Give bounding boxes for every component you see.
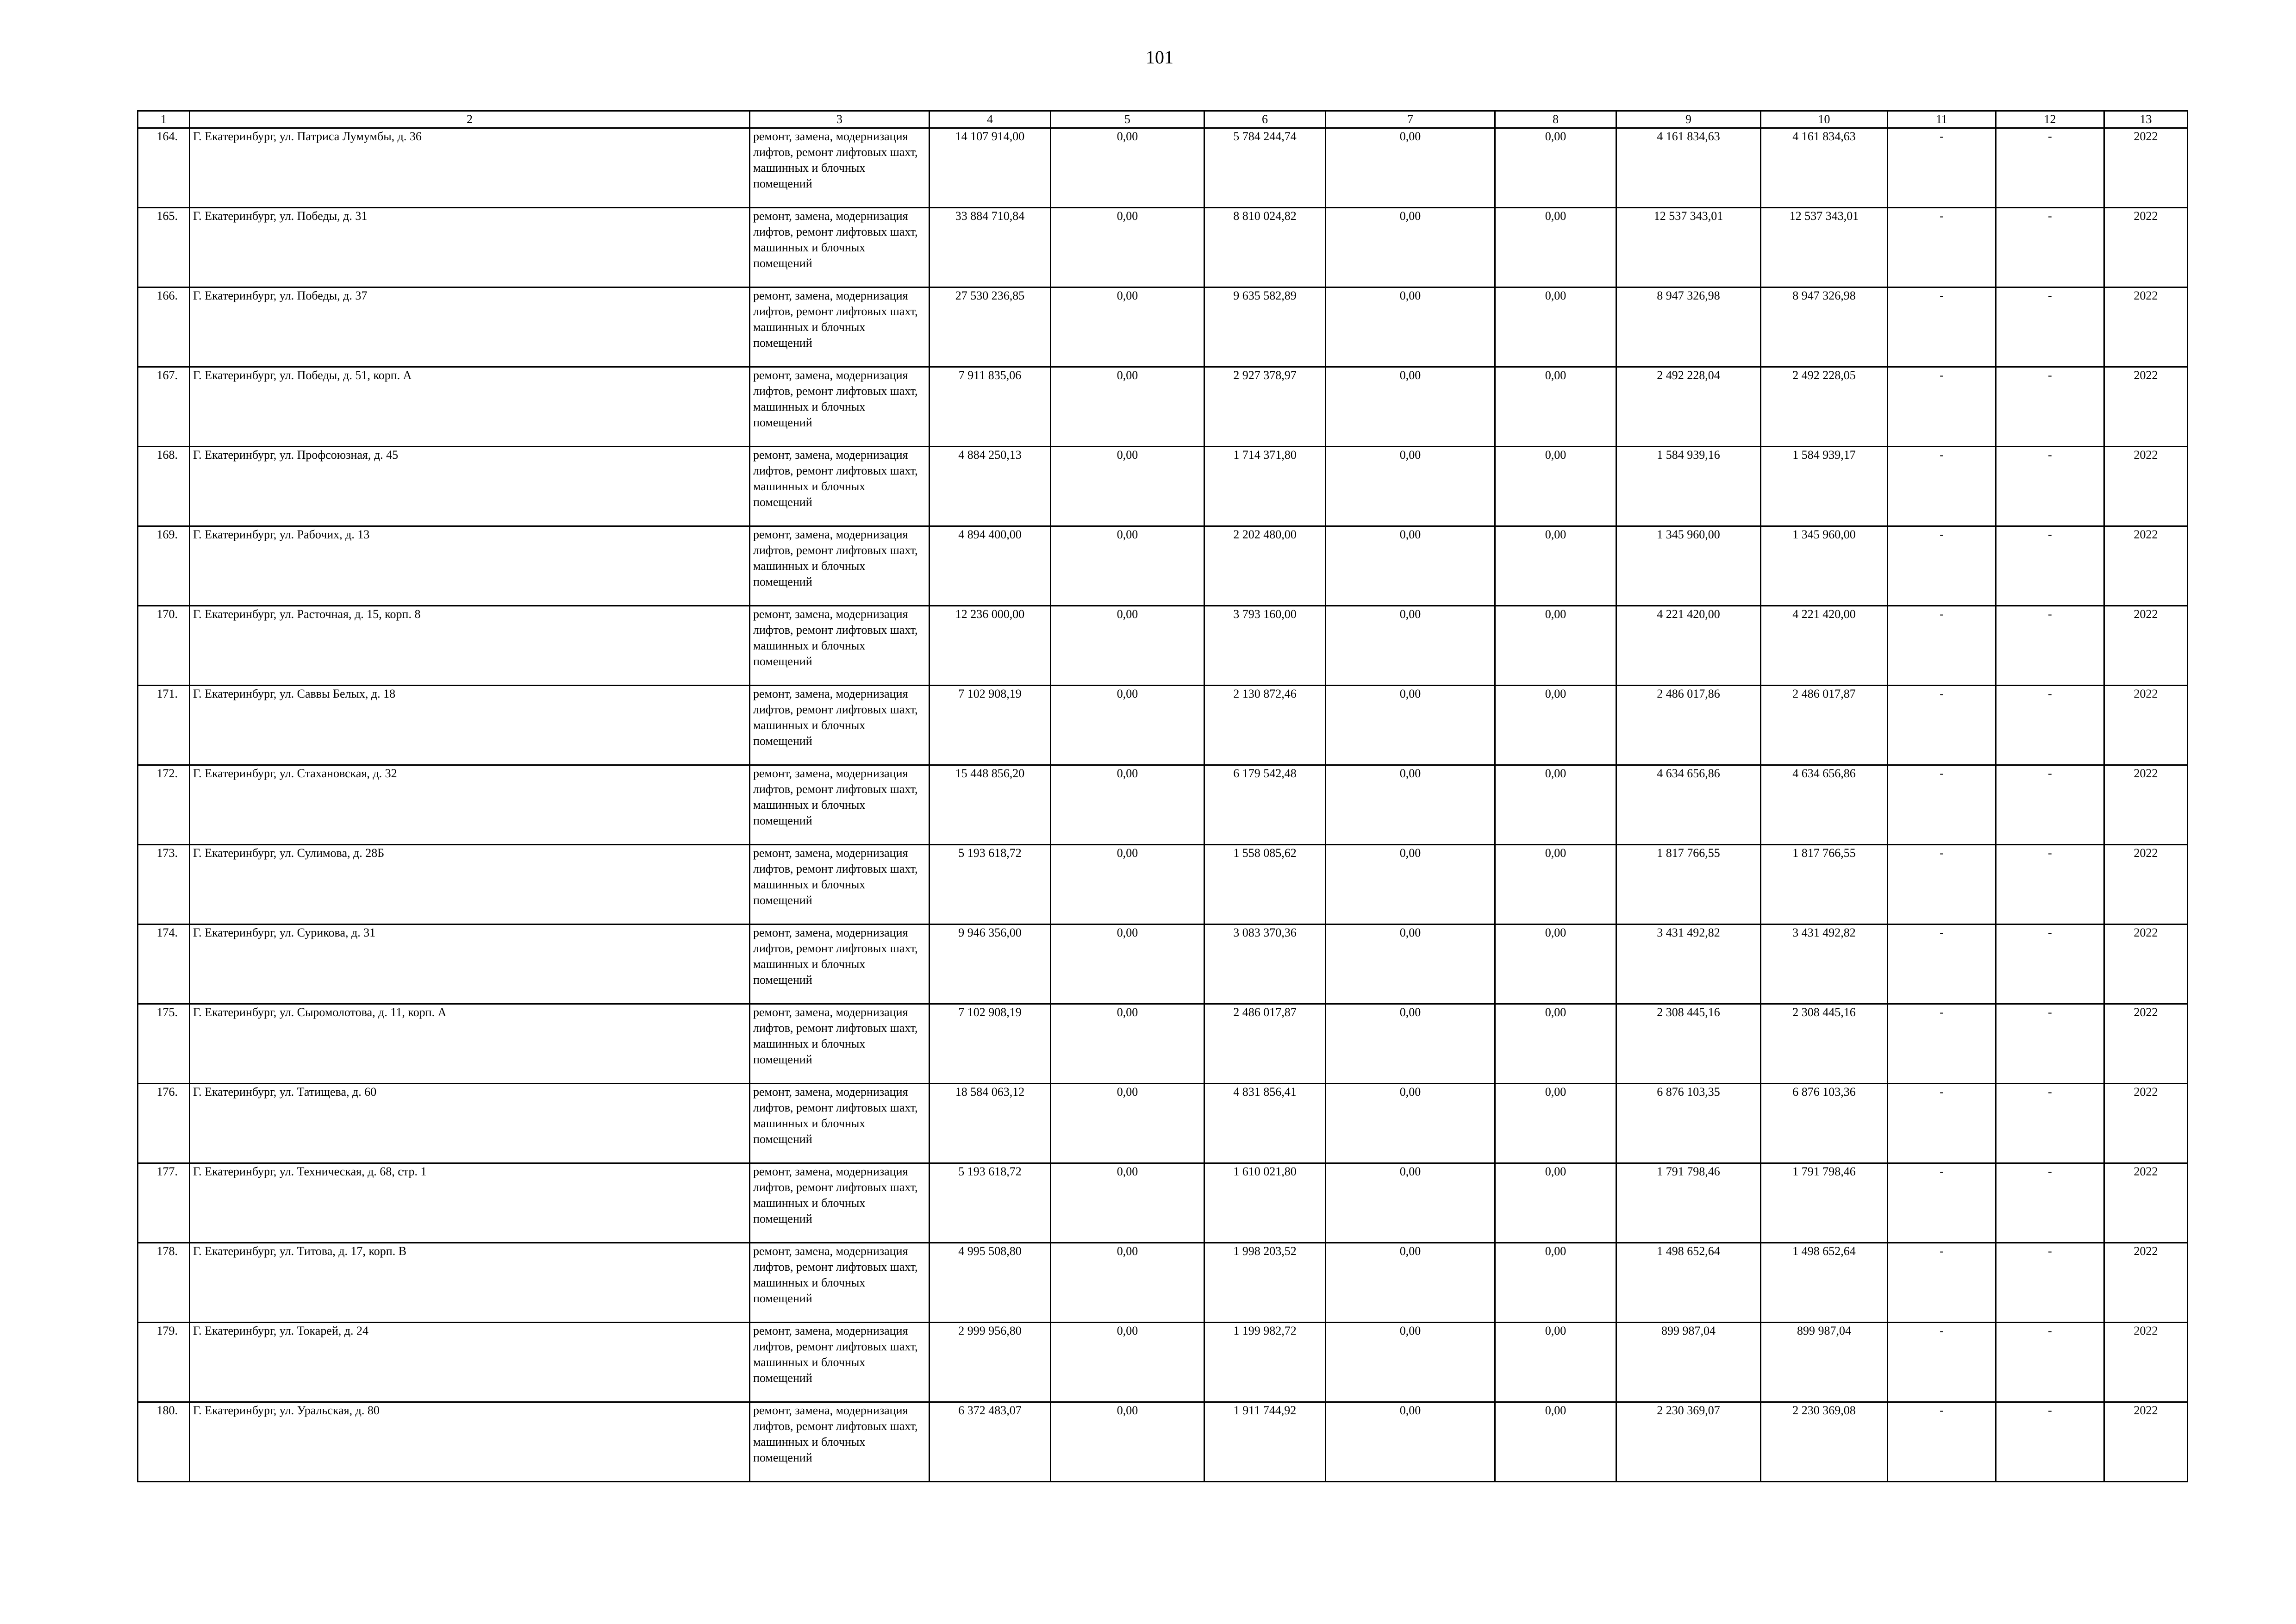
row-number-cell: 175. xyxy=(138,1004,190,1084)
column-9-cell: 899 987,04 xyxy=(1616,1323,1761,1402)
column-9-cell: 1 791 798,46 xyxy=(1616,1163,1761,1243)
column-10-cell: 1 817 766,55 xyxy=(1761,845,1888,924)
page-number: 101 xyxy=(1146,47,1173,68)
year-cell: 2022 xyxy=(2104,1323,2188,1402)
column-number-header: 7 xyxy=(1326,111,1495,128)
column-12-cell: - xyxy=(1996,526,2104,606)
address-cell: Г. Екатеринбург, ул. Уральская, д. 80 xyxy=(190,1402,750,1482)
address-cell: Г. Екатеринбург, ул. Сулимова, д. 28Б xyxy=(190,845,750,924)
column-6-cell: 5 784 244,74 xyxy=(1204,128,1326,208)
address-cell: Г. Екатеринбург, ул. Патриса Лумумбы, д. 36 xyxy=(190,128,750,208)
column-6-cell: 2 130 872,46 xyxy=(1204,686,1326,765)
column-5-cell: 0,00 xyxy=(1051,208,1204,287)
table-row xyxy=(138,208,2188,287)
column-8-cell: 0,00 xyxy=(1495,128,1616,208)
total-cost-cell: 14 107 914,00 xyxy=(930,128,1051,208)
column-11-cell: - xyxy=(1888,1163,1996,1243)
column-number-header: 13 xyxy=(2104,111,2188,128)
total-cost-cell: 7 911 835,06 xyxy=(930,367,1051,447)
column-6-cell: 1 610 021,80 xyxy=(1204,1163,1326,1243)
column-10-cell: 1 791 798,46 xyxy=(1761,1163,1888,1243)
total-cost-cell: 7 102 908,19 xyxy=(930,1004,1051,1084)
column-8-cell: 0,00 xyxy=(1495,1084,1616,1163)
column-12-cell: - xyxy=(1996,287,2104,367)
column-8-cell: 0,00 xyxy=(1495,606,1616,686)
total-cost-cell: 4 894 400,00 xyxy=(930,526,1051,606)
address-cell: Г. Екатеринбург, ул. Победы, д. 31 xyxy=(190,208,750,287)
total-cost-cell: 4 995 508,80 xyxy=(930,1243,1051,1323)
work-type-cell: ремонт, замена, модернизация лифтов, ремонт лифтовых шахт, машинных и блочных помещений xyxy=(750,686,930,765)
column-6-cell: 2 202 480,00 xyxy=(1204,526,1326,606)
total-cost-cell: 12 236 000,00 xyxy=(930,606,1051,686)
column-5-cell: 0,00 xyxy=(1051,686,1204,765)
column-5-cell: 0,00 xyxy=(1051,287,1204,367)
column-12-cell: - xyxy=(1996,606,2104,686)
row-number-cell: 177. xyxy=(138,1163,190,1243)
column-7-cell: 0,00 xyxy=(1326,765,1495,845)
column-number-header: 6 xyxy=(1204,111,1326,128)
column-9-cell: 6 876 103,35 xyxy=(1616,1084,1761,1163)
address-cell: Г. Екатеринбург, ул. Победы, д. 51, корп. А xyxy=(190,367,750,447)
total-cost-cell: 2 999 956,80 xyxy=(930,1323,1051,1402)
column-12-cell: - xyxy=(1996,686,2104,765)
row-number-cell: 170. xyxy=(138,606,190,686)
column-10-cell: 6 876 103,36 xyxy=(1761,1084,1888,1163)
column-6-cell: 1 558 085,62 xyxy=(1204,845,1326,924)
column-11-cell: - xyxy=(1888,1004,1996,1084)
total-cost-cell: 9 946 356,00 xyxy=(930,924,1051,1004)
column-6-cell: 1 714 371,80 xyxy=(1204,447,1326,526)
column-7-cell: 0,00 xyxy=(1326,128,1495,208)
column-8-cell: 0,00 xyxy=(1495,367,1616,447)
work-type-cell: ремонт, замена, модернизация лифтов, ремонт лифтовых шахт, машинных и блочных помещений xyxy=(750,526,930,606)
year-cell: 2022 xyxy=(2104,1243,2188,1323)
column-12-cell: - xyxy=(1996,367,2104,447)
table-row xyxy=(138,606,2188,686)
column-9-cell: 1 584 939,16 xyxy=(1616,447,1761,526)
column-9-cell: 2 308 445,16 xyxy=(1616,1004,1761,1084)
row-number-cell: 178. xyxy=(138,1243,190,1323)
column-12-cell: - xyxy=(1996,208,2104,287)
row-number-cell: 172. xyxy=(138,765,190,845)
column-6-cell: 6 179 542,48 xyxy=(1204,765,1326,845)
column-8-cell: 0,00 xyxy=(1495,765,1616,845)
column-11-cell: - xyxy=(1888,1323,1996,1402)
table-row xyxy=(138,287,2188,367)
table-row xyxy=(138,526,2188,606)
column-5-cell: 0,00 xyxy=(1051,924,1204,1004)
year-cell: 2022 xyxy=(2104,606,2188,686)
address-cell: Г. Екатеринбург, ул. Токарей, д. 24 xyxy=(190,1323,750,1402)
column-6-cell: 3 793 160,00 xyxy=(1204,606,1326,686)
column-5-cell: 0,00 xyxy=(1051,1243,1204,1323)
column-10-cell: 2 486 017,87 xyxy=(1761,686,1888,765)
total-cost-cell: 15 448 856,20 xyxy=(930,765,1051,845)
work-type-cell: ремонт, замена, модернизация лифтов, ремонт лифтовых шахт, машинных и блочных помещений xyxy=(750,845,930,924)
column-11-cell: - xyxy=(1888,128,1996,208)
column-7-cell: 0,00 xyxy=(1326,845,1495,924)
column-5-cell: 0,00 xyxy=(1051,1004,1204,1084)
column-11-cell: - xyxy=(1888,526,1996,606)
table-row xyxy=(138,924,2188,1004)
row-number-cell: 173. xyxy=(138,845,190,924)
total-cost-cell: 18 584 063,12 xyxy=(930,1084,1051,1163)
column-number-header: 10 xyxy=(1761,111,1888,128)
work-type-cell: ремонт, замена, модернизация лифтов, ремонт лифтовых шахт, машинных и блочных помещений xyxy=(750,606,930,686)
column-10-cell: 8 947 326,98 xyxy=(1761,287,1888,367)
column-8-cell: 0,00 xyxy=(1495,1402,1616,1482)
row-number-cell: 165. xyxy=(138,208,190,287)
work-type-cell: ремонт, замена, модернизация лифтов, ремонт лифтовых шахт, машинных и блочных помещений xyxy=(750,447,930,526)
work-type-cell: ремонт, замена, модернизация лифтов, ремонт лифтовых шахт, машинных и блочных помещений xyxy=(750,287,930,367)
column-7-cell: 0,00 xyxy=(1326,367,1495,447)
column-6-cell: 2 927 378,97 xyxy=(1204,367,1326,447)
column-12-cell: - xyxy=(1996,845,2104,924)
year-cell: 2022 xyxy=(2104,1084,2188,1163)
year-cell: 2022 xyxy=(2104,367,2188,447)
column-10-cell: 2 492 228,05 xyxy=(1761,367,1888,447)
column-9-cell: 1 345 960,00 xyxy=(1616,526,1761,606)
column-10-cell: 899 987,04 xyxy=(1761,1323,1888,1402)
column-7-cell: 0,00 xyxy=(1326,447,1495,526)
column-10-cell: 12 537 343,01 xyxy=(1761,208,1888,287)
column-6-cell: 8 810 024,82 xyxy=(1204,208,1326,287)
column-11-cell: - xyxy=(1888,845,1996,924)
column-6-cell: 9 635 582,89 xyxy=(1204,287,1326,367)
column-number-header: 3 xyxy=(750,111,930,128)
work-type-cell: ремонт, замена, модернизация лифтов, ремонт лифтовых шахт, машинных и блочных помещений xyxy=(750,765,930,845)
column-9-cell: 2 486 017,86 xyxy=(1616,686,1761,765)
column-10-cell: 2 230 369,08 xyxy=(1761,1402,1888,1482)
column-12-cell: - xyxy=(1996,1243,2104,1323)
work-type-cell: ремонт, замена, модернизация лифтов, ремонт лифтовых шахт, машинных и блочных помещений xyxy=(750,1243,930,1323)
column-11-cell: - xyxy=(1888,765,1996,845)
table-body xyxy=(138,128,2188,1482)
column-7-cell: 0,00 xyxy=(1326,1243,1495,1323)
total-cost-cell: 33 884 710,84 xyxy=(930,208,1051,287)
column-9-cell: 4 161 834,63 xyxy=(1616,128,1761,208)
column-7-cell: 0,00 xyxy=(1326,208,1495,287)
address-cell: Г. Екатеринбург, ул. Стахановская, д. 32 xyxy=(190,765,750,845)
row-number-cell: 176. xyxy=(138,1084,190,1163)
column-5-cell: 0,00 xyxy=(1051,128,1204,208)
table-row xyxy=(138,447,2188,526)
column-number-header: 11 xyxy=(1888,111,1996,128)
column-8-cell: 0,00 xyxy=(1495,208,1616,287)
column-10-cell: 1 498 652,64 xyxy=(1761,1243,1888,1323)
column-11-cell: - xyxy=(1888,686,1996,765)
column-number-header: 5 xyxy=(1051,111,1204,128)
column-5-cell: 0,00 xyxy=(1051,845,1204,924)
column-5-cell: 0,00 xyxy=(1051,1084,1204,1163)
work-type-cell: ремонт, замена, модернизация лифтов, ремонт лифтовых шахт, машинных и блочных помещений xyxy=(750,1163,930,1243)
column-5-cell: 0,00 xyxy=(1051,447,1204,526)
table-row xyxy=(138,128,2188,208)
capital-repair-table xyxy=(137,110,2188,1482)
column-number-header: 12 xyxy=(1996,111,2104,128)
year-cell: 2022 xyxy=(2104,1402,2188,1482)
address-cell: Г. Екатеринбург, ул. Техническая, д. 68, стр. 1 xyxy=(190,1163,750,1243)
work-type-cell: ремонт, замена, модернизация лифтов, ремонт лифтовых шахт, машинных и блочных помещений xyxy=(750,924,930,1004)
column-12-cell: - xyxy=(1996,447,2104,526)
column-11-cell: - xyxy=(1888,447,1996,526)
table-row xyxy=(138,1323,2188,1402)
address-cell: Г. Екатеринбург, ул. Профсоюзная, д. 45 xyxy=(190,447,750,526)
column-10-cell: 4 634 656,86 xyxy=(1761,765,1888,845)
column-7-cell: 0,00 xyxy=(1326,1163,1495,1243)
column-6-cell: 3 083 370,36 xyxy=(1204,924,1326,1004)
total-cost-cell: 6 372 483,07 xyxy=(930,1402,1051,1482)
column-12-cell: - xyxy=(1996,1323,2104,1402)
column-9-cell: 1 817 766,55 xyxy=(1616,845,1761,924)
column-7-cell: 0,00 xyxy=(1326,1004,1495,1084)
table-row xyxy=(138,845,2188,924)
year-cell: 2022 xyxy=(2104,765,2188,845)
table-row xyxy=(138,1243,2188,1323)
work-type-cell: ремонт, замена, модернизация лифтов, ремонт лифтовых шахт, машинных и блочных помещений xyxy=(750,208,930,287)
table-row xyxy=(138,1163,2188,1243)
year-cell: 2022 xyxy=(2104,526,2188,606)
column-11-cell: - xyxy=(1888,606,1996,686)
column-5-cell: 0,00 xyxy=(1051,606,1204,686)
table-row xyxy=(138,367,2188,447)
column-8-cell: 0,00 xyxy=(1495,526,1616,606)
column-12-cell: - xyxy=(1996,1004,2104,1084)
column-8-cell: 0,00 xyxy=(1495,1243,1616,1323)
column-7-cell: 0,00 xyxy=(1326,686,1495,765)
column-8-cell: 0,00 xyxy=(1495,1323,1616,1402)
address-cell: Г. Екатеринбург, ул. Победы, д. 37 xyxy=(190,287,750,367)
column-9-cell: 8 947 326,98 xyxy=(1616,287,1761,367)
column-11-cell: - xyxy=(1888,1084,1996,1163)
column-8-cell: 0,00 xyxy=(1495,924,1616,1004)
total-cost-cell: 27 530 236,85 xyxy=(930,287,1051,367)
column-8-cell: 0,00 xyxy=(1495,1004,1616,1084)
column-12-cell: - xyxy=(1996,1163,2104,1243)
column-12-cell: - xyxy=(1996,765,2104,845)
work-type-cell: ремонт, замена, модернизация лифтов, ремонт лифтовых шахт, машинных и блочных помещений xyxy=(750,1004,930,1084)
address-cell: Г. Екатеринбург, ул. Рабочих, д. 13 xyxy=(190,526,750,606)
address-cell: Г. Екатеринбург, ул. Сурикова, д. 31 xyxy=(190,924,750,1004)
column-10-cell: 4 221 420,00 xyxy=(1761,606,1888,686)
row-number-cell: 164. xyxy=(138,128,190,208)
column-8-cell: 0,00 xyxy=(1495,845,1616,924)
column-10-cell: 3 431 492,82 xyxy=(1761,924,1888,1004)
column-11-cell: - xyxy=(1888,1402,1996,1482)
year-cell: 2022 xyxy=(2104,845,2188,924)
work-type-cell: ремонт, замена, модернизация лифтов, ремонт лифтовых шахт, машинных и блочных помещений xyxy=(750,1084,930,1163)
address-cell: Г. Екатеринбург, ул. Саввы Белых, д. 18 xyxy=(190,686,750,765)
column-7-cell: 0,00 xyxy=(1326,606,1495,686)
column-9-cell: 1 498 652,64 xyxy=(1616,1243,1761,1323)
column-9-cell: 2 230 369,07 xyxy=(1616,1402,1761,1482)
year-cell: 2022 xyxy=(2104,208,2188,287)
column-11-cell: - xyxy=(1888,367,1996,447)
column-number-header: 9 xyxy=(1616,111,1761,128)
work-type-cell: ремонт, замена, модернизация лифтов, ремонт лифтовых шахт, машинных и блочных помещений xyxy=(750,128,930,208)
column-11-cell: - xyxy=(1888,1243,1996,1323)
table-row xyxy=(138,1004,2188,1084)
column-7-cell: 0,00 xyxy=(1326,1402,1495,1482)
address-cell: Г. Екатеринбург, ул. Титова, д. 17, корп. В xyxy=(190,1243,750,1323)
work-type-cell: ремонт, замена, модернизация лифтов, ремонт лифтовых шахт, машинных и блочных помещений xyxy=(750,1323,930,1402)
column-7-cell: 0,00 xyxy=(1326,287,1495,367)
table-row xyxy=(138,1402,2188,1482)
column-9-cell: 12 537 343,01 xyxy=(1616,208,1761,287)
column-11-cell: - xyxy=(1888,287,1996,367)
table-row xyxy=(138,686,2188,765)
year-cell: 2022 xyxy=(2104,128,2188,208)
column-6-cell: 1 998 203,52 xyxy=(1204,1243,1326,1323)
column-number-header: 2 xyxy=(190,111,750,128)
total-cost-cell: 7 102 908,19 xyxy=(930,686,1051,765)
column-5-cell: 0,00 xyxy=(1051,526,1204,606)
column-8-cell: 0,00 xyxy=(1495,686,1616,765)
column-number-row xyxy=(138,111,2188,128)
column-8-cell: 0,00 xyxy=(1495,287,1616,367)
column-9-cell: 2 492 228,04 xyxy=(1616,367,1761,447)
row-number-cell: 166. xyxy=(138,287,190,367)
work-type-cell: ремонт, замена, модернизация лифтов, ремонт лифтовых шахт, машинных и блочных помещений xyxy=(750,1402,930,1482)
column-9-cell: 3 431 492,82 xyxy=(1616,924,1761,1004)
column-11-cell: - xyxy=(1888,924,1996,1004)
row-number-cell: 168. xyxy=(138,447,190,526)
total-cost-cell: 4 884 250,13 xyxy=(930,447,1051,526)
total-cost-cell: 5 193 618,72 xyxy=(930,845,1051,924)
column-10-cell: 1 584 939,17 xyxy=(1761,447,1888,526)
column-5-cell: 0,00 xyxy=(1051,765,1204,845)
column-11-cell: - xyxy=(1888,208,1996,287)
column-6-cell: 1 911 744,92 xyxy=(1204,1402,1326,1482)
column-6-cell: 1 199 982,72 xyxy=(1204,1323,1326,1402)
column-9-cell: 4 634 656,86 xyxy=(1616,765,1761,845)
address-cell: Г. Екатеринбург, ул. Сыромолотова, д. 11, корп. А xyxy=(190,1004,750,1084)
column-10-cell: 1 345 960,00 xyxy=(1761,526,1888,606)
column-7-cell: 0,00 xyxy=(1326,526,1495,606)
address-cell: Г. Екатеринбург, ул. Расточная, д. 15, корп. 8 xyxy=(190,606,750,686)
column-5-cell: 0,00 xyxy=(1051,367,1204,447)
column-number-header: 4 xyxy=(930,111,1051,128)
column-5-cell: 0,00 xyxy=(1051,1323,1204,1402)
year-cell: 2022 xyxy=(2104,447,2188,526)
table-row xyxy=(138,765,2188,845)
column-9-cell: 4 221 420,00 xyxy=(1616,606,1761,686)
row-number-cell: 180. xyxy=(138,1402,190,1482)
column-12-cell: - xyxy=(1996,1402,2104,1482)
column-12-cell: - xyxy=(1996,924,2104,1004)
work-type-cell: ремонт, замена, модернизация лифтов, ремонт лифтовых шахт, машинных и блочных помещений xyxy=(750,367,930,447)
row-number-cell: 169. xyxy=(138,526,190,606)
year-cell: 2022 xyxy=(2104,287,2188,367)
column-10-cell: 4 161 834,63 xyxy=(1761,128,1888,208)
column-12-cell: - xyxy=(1996,128,2104,208)
column-8-cell: 0,00 xyxy=(1495,447,1616,526)
column-number-header: 8 xyxy=(1495,111,1616,128)
row-number-cell: 171. xyxy=(138,686,190,765)
row-number-cell: 174. xyxy=(138,924,190,1004)
row-number-cell: 179. xyxy=(138,1323,190,1402)
column-number-header: 1 xyxy=(138,111,190,128)
year-cell: 2022 xyxy=(2104,924,2188,1004)
column-8-cell: 0,00 xyxy=(1495,1163,1616,1243)
row-number-cell: 167. xyxy=(138,367,190,447)
address-cell: Г. Екатеринбург, ул. Татищева, д. 60 xyxy=(190,1084,750,1163)
column-6-cell: 4 831 856,41 xyxy=(1204,1084,1326,1163)
column-5-cell: 0,00 xyxy=(1051,1163,1204,1243)
column-5-cell: 0,00 xyxy=(1051,1402,1204,1482)
year-cell: 2022 xyxy=(2104,686,2188,765)
column-10-cell: 2 308 445,16 xyxy=(1761,1004,1888,1084)
column-7-cell: 0,00 xyxy=(1326,924,1495,1004)
total-cost-cell: 5 193 618,72 xyxy=(930,1163,1051,1243)
column-7-cell: 0,00 xyxy=(1326,1084,1495,1163)
column-12-cell: - xyxy=(1996,1084,2104,1163)
year-cell: 2022 xyxy=(2104,1163,2188,1243)
column-6-cell: 2 486 017,87 xyxy=(1204,1004,1326,1084)
year-cell: 2022 xyxy=(2104,1004,2188,1084)
table-row xyxy=(138,1084,2188,1163)
column-7-cell: 0,00 xyxy=(1326,1323,1495,1402)
